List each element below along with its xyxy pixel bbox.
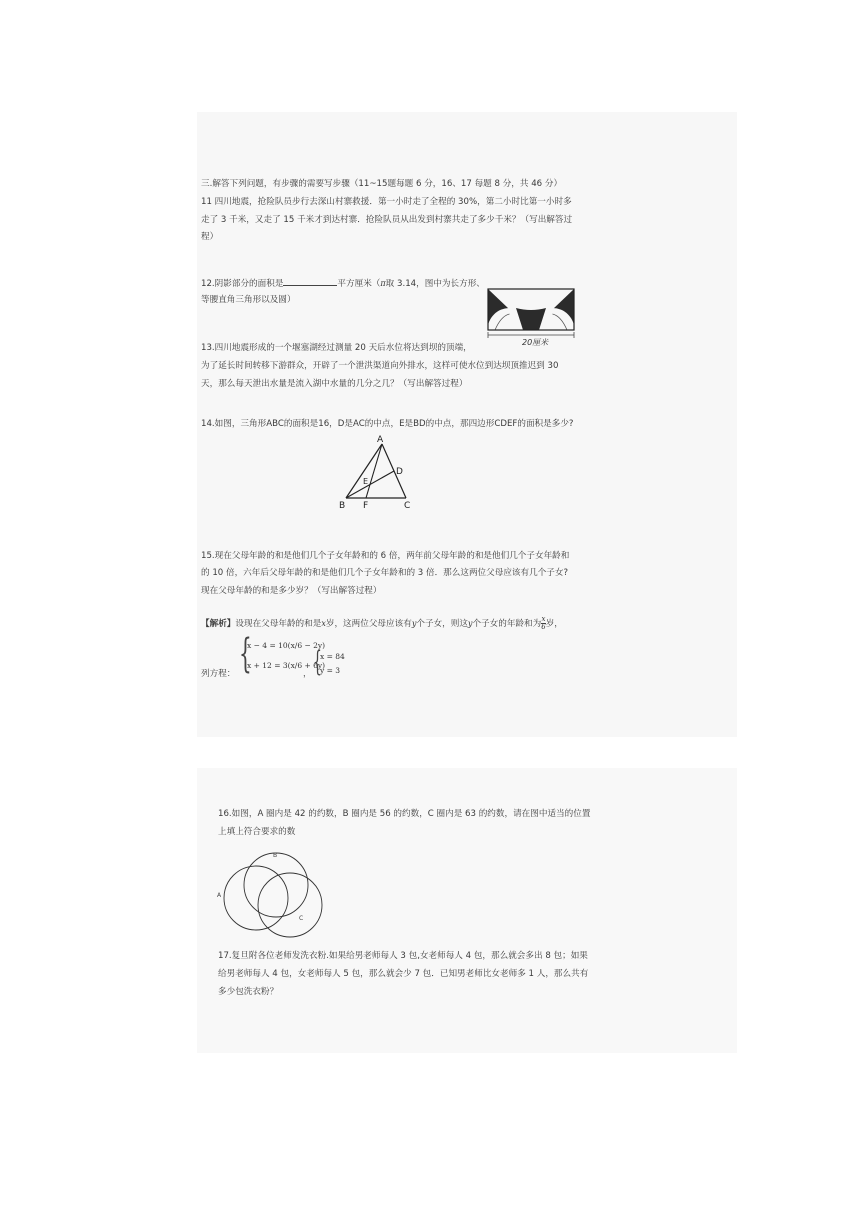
q15-equation-2: x + 12 = 3(x/6 + 6y)	[247, 661, 326, 670]
q14-label-b: B	[339, 501, 346, 511]
q17-line-3: 多少包洗衣粉？	[218, 987, 279, 997]
q12-dimension-label: 20厘米	[522, 338, 549, 347]
q14-label-c: C	[404, 501, 411, 511]
q12-line-1	[201, 276, 485, 290]
q13-line-1: 13.四川地震形成的一个堰塞湖经过测量 20 天后水位将达到坝的顶端，	[201, 343, 472, 353]
q16-label-c: C	[299, 915, 304, 922]
q16-venn-diagram	[210, 840, 340, 945]
q12-figure	[485, 286, 580, 346]
q12-text-b: 平方厘米（	[337, 279, 381, 289]
q15-line-1: 15.现在父母年龄的和是他们几个子女年龄和的 6 倍，两年前父母年龄的和是他们几个子女年龄和	[201, 551, 570, 561]
q12-text-c: 取 3.14，图中为长方形、	[385, 279, 485, 289]
q14-label-d: D	[396, 467, 403, 477]
q15-solution-x: x = 84	[320, 652, 345, 661]
q12-pi: π	[380, 279, 386, 288]
q15-fraction-den: 6	[541, 623, 546, 631]
q14-triangle-figure	[336, 434, 426, 514]
q15-analysis-line	[201, 614, 563, 634]
q15-analysis-text-d: 个子女的年龄和为	[472, 619, 542, 629]
q15-var-x: x	[321, 619, 326, 628]
section-header: 三.解答下列问题，有步骤的需要写步骤（11~15题每题 6 分，16、17 每题 8 分，共 46 分）	[201, 179, 563, 189]
q15-analysis-text-a: 设现在父母年龄的和是	[235, 619, 322, 629]
q15-fraction-num: x	[541, 615, 546, 623]
q17-line-2: 给男老师每人 4 包，女老师每人 5 包，那么就会少 7 包．已知男老师比女老师多 1 人，那么共有	[218, 969, 589, 979]
q15-analysis-text-c: 个子女，则这	[416, 619, 468, 629]
q11-line-1: 11 四川地震，抢险队员步行去深山村寨救援．第一小时走了全程的 30%，第二小时比第一小时多	[201, 197, 572, 207]
q15-var-y-2: y	[467, 619, 473, 628]
q15-brace-left: {	[239, 631, 252, 677]
q15-comma: ，	[303, 669, 312, 679]
q12-answer-blank[interactable]	[283, 276, 337, 286]
q12-line-2: 等腰直角三角形以及圆）	[201, 295, 296, 305]
q15-solution-y: y = 3	[320, 666, 341, 675]
q15-analysis-tag: 【解析】	[201, 619, 236, 629]
q14-label-f: F	[363, 501, 369, 511]
q15-lie-label: 列方程：	[201, 669, 236, 679]
q15-var-y: y	[411, 619, 417, 628]
q14-label-a: A	[377, 435, 384, 445]
q13-line-3: 天，那么每天泄出水量是流入湖中水量的几分之几？（写出解答过程）	[201, 379, 468, 389]
q16-label-b: B	[273, 852, 278, 859]
q16-line-2: 上填上符合要求的数	[218, 827, 296, 837]
q11-line-2: 走了 3 千米，又走了 15 千米才到达村寨．抢险队员从出发到村寨共走了多少千米？（写出解答过	[201, 215, 573, 225]
q12-text-a: 12.阴影部分的面积是	[201, 279, 284, 289]
q13-line-2: 为了延长时间转移下游群众，开辟了一个泄洪渠道向外排水，这样可使水位到达坝顶推迟到 30	[201, 361, 559, 371]
q14-label-e: E	[363, 477, 369, 486]
q15-line-2: 的 10 倍，六年后父母年龄的和是他们几个子女年龄和的 3 倍．那么这两位父母应该有几个子女?	[201, 568, 569, 578]
q17-line-1: 17.复旦附各位老师发洗衣粉.如果给男老师每人 3 包,女老师每人 4 包，那么就会多出 8 包；如果	[218, 951, 588, 961]
q15-brace-solution: {	[313, 645, 322, 678]
q15-analysis-text-b: 岁，这两位父母应该有	[325, 619, 412, 629]
q16-line-1: 16.如图，A 圈内是 42 的约数，B 圈内是 56 的约数，C 圈内是 63 的约数，请在图中适当的位置	[218, 809, 591, 819]
q15-analysis-text-e: 岁，	[545, 619, 563, 629]
q16-label-a: A	[217, 892, 222, 899]
q11-line-3: 程）	[201, 232, 219, 242]
q14-line-1: 14.如图，三角形ABC的面积是16，D是AC的中点，E是BD的中点，那四边形CDEF的面积是多少?	[201, 419, 574, 429]
q15-equation-1: x − 4 = 10(x/6 − 2y)	[247, 641, 326, 650]
q15-line-3: 现在父母年龄的和是多少岁？（写出解答过程）	[201, 586, 382, 596]
